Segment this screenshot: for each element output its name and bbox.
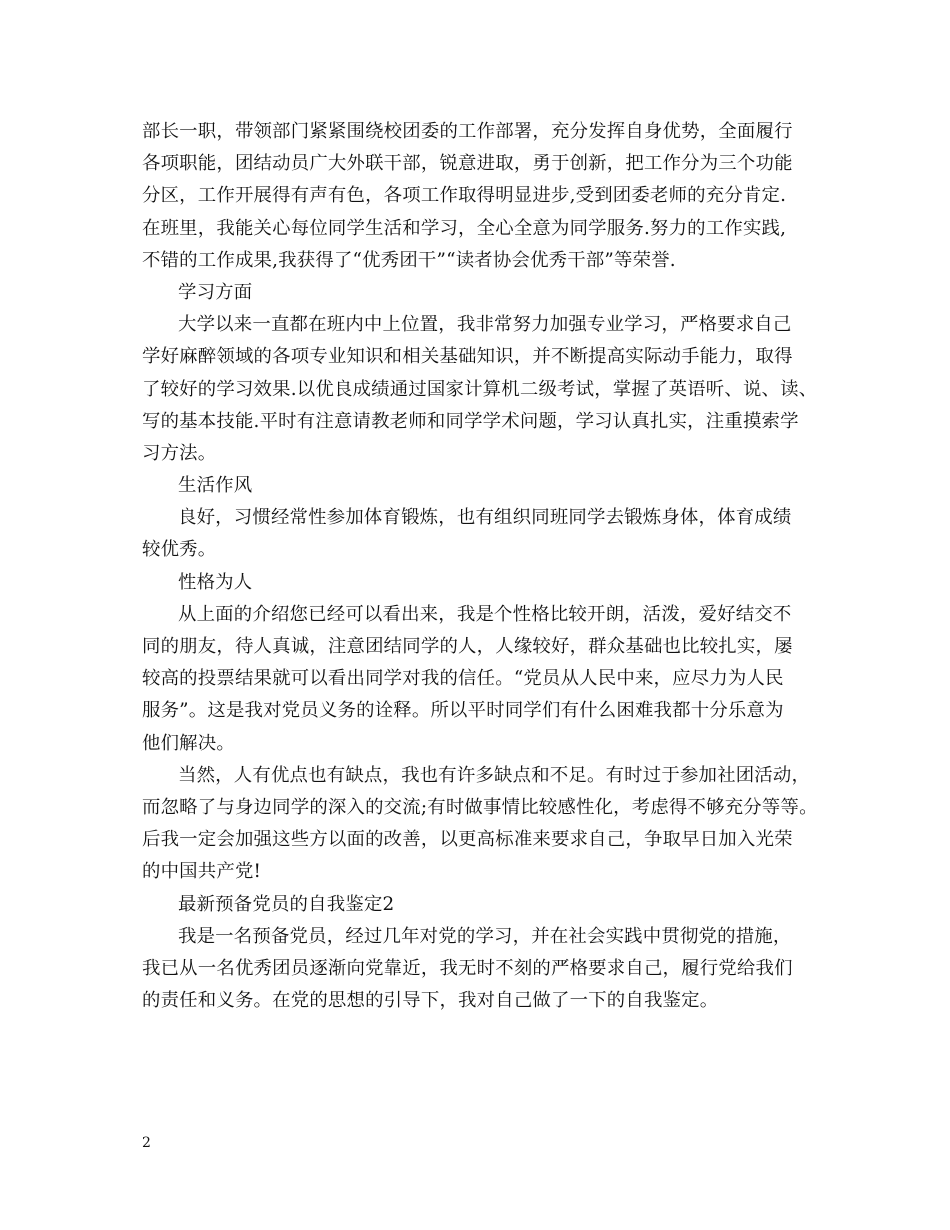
text-line: 最新预备党员的自我鉴定2	[178, 893, 395, 915]
text-line: 大学以来一直都在班内中上位置，我非常努力加强专业学习，严格要求自己	[178, 314, 792, 336]
text-line: 生活作风	[178, 475, 253, 497]
document-body	[142, 116, 822, 1017]
text-line: 较优秀。	[142, 539, 217, 561]
text-line: 分区，工作开展得有声有色，各项工作取得明显进步,受到团委老师的充分肯定.	[142, 185, 787, 207]
text-line: 后我一定会加强这些方以面的改善，以更高标准来要求自己，争取早日加入光荣	[142, 829, 793, 851]
page-number: 2	[142, 1135, 151, 1151]
text-line: 服务”。这是我对党员义务的诠释。所以平时同学们有什么困难我都十分乐意为	[142, 700, 784, 722]
text-line: 不错的工作成果,我获得了“优秀团干”“读者协会优秀干部”等荣誉.	[142, 249, 676, 271]
text-line: 在班里，我能关心每位同学生活和学习，全心全意为同学服务.努力的工作实践,	[142, 217, 787, 239]
text-line: 从上面的介绍您已经可以看出来，我是个性格比较开朗，活泼，爱好结交不	[178, 603, 792, 625]
text-line: 部长一职，带领部门紧紧围绕校团委的工作部署，充分发挥自身优势，全面履行	[142, 121, 793, 142]
text-line: 当然，人有优点也有缺点，我也有许多缺点和不足。有时过于参加社团活动，	[178, 764, 811, 786]
text-line: 的责任和义务。在党的思想的引导下，我对自己做了一下的自我鉴定。	[142, 990, 719, 1012]
text-line: 学好麻醉领域的各项专业知识和相关基础知识，并不断提高实际动手能力，取得	[142, 346, 793, 368]
text-line: 我是一名预备党员，经过几年对党的学习，并在社会实践中贯彻党的措施，	[178, 925, 792, 947]
text-line: 同的朋友，待人真诚，注意团结同学的人，人缘较好，群众基础也比较扎实，屡	[142, 636, 793, 657]
text-line: 较高的投票结果就可以看出同学对我的信任。“党员从人民中来，应尽力为人民	[142, 668, 784, 690]
text-line: 的中国共产党!	[142, 861, 262, 883]
text-line: 学习方面	[178, 281, 253, 303]
text-line: 而忽略了与身边同学的深入的交流;有时做事情比较感性化，考虑得不够充分等等。	[142, 796, 818, 818]
text-line: 习方法。	[142, 442, 217, 464]
text-line: 我已从一名优秀团员逐渐向党靠近，我无时不刻的严格要求自己，履行党给我们	[142, 957, 793, 979]
text-line: 了较好的学习效果.以优良成绩通过国家计算机二级考试，掌握了英语听、说、读、	[142, 378, 818, 400]
text-line: 各项职能，团结动员广大外联干部，锐意进取，勇于创新，把工作分为三个功能	[142, 153, 793, 175]
text-line: 写的基本技能.平时有注意请教老师和同学学术问题，学习认真扎实，注重摸索学	[142, 410, 799, 432]
text-line: 良好，习惯经常性参加体育锻炼，也有组织同班同学去锻炼身体，体育成绩	[178, 507, 792, 529]
text-line: 他们解决。	[142, 732, 235, 754]
text-line: 性格为人	[178, 571, 253, 593]
